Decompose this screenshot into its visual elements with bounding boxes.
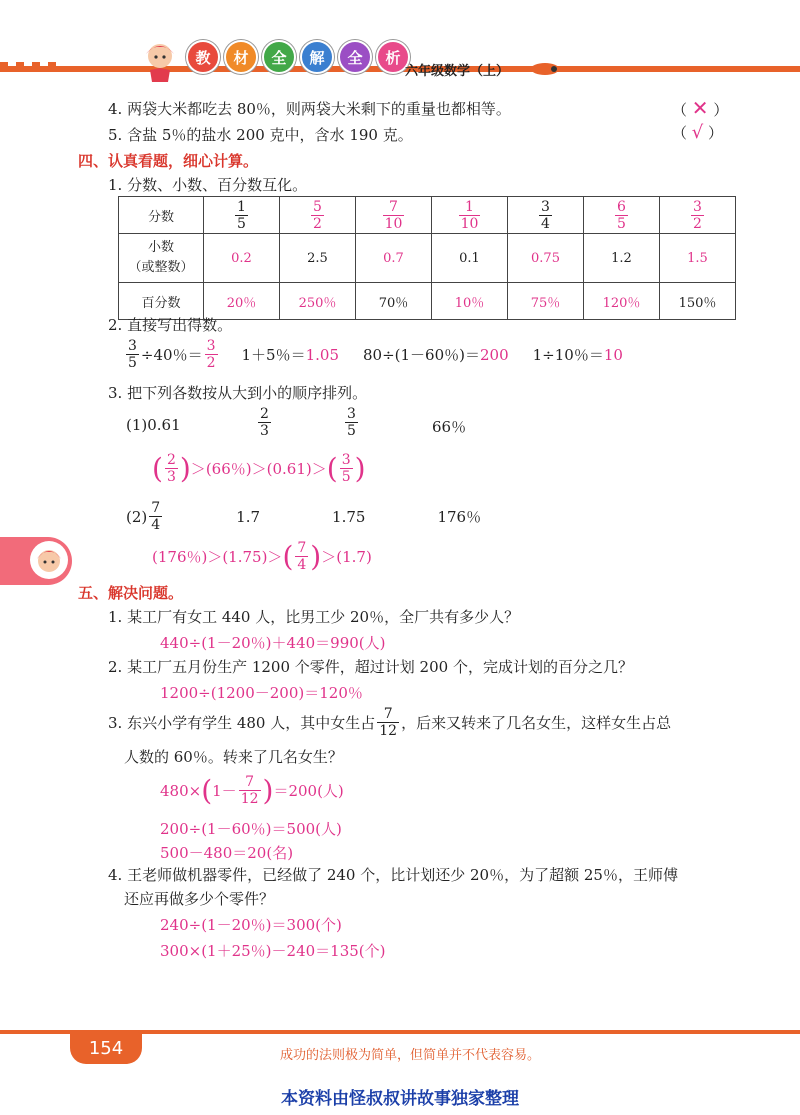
header-title-char: 解 bbox=[300, 40, 334, 74]
header-title-char: 全 bbox=[338, 40, 372, 74]
percent-cell: 250％ bbox=[280, 283, 356, 320]
problem-3-answer-3: 500－480＝20(名) bbox=[160, 844, 294, 862]
problem-3-answer-2: 200÷(1－60％)＝500(人) bbox=[160, 820, 342, 838]
percent-cell: 120％ bbox=[584, 283, 660, 320]
problem-4-cont: 还应再做多少个零件？ bbox=[124, 890, 275, 908]
footer-motto: 成功的法则极为简单，但简单并不代表容易。 bbox=[280, 1048, 541, 1063]
problem-3-cont: 人数的 60％。转来了几名女生？ bbox=[124, 748, 343, 766]
judge-item-5: 5. 含盐 5％的盐水 200 克中，含水 190 克。 bbox=[108, 126, 413, 144]
judge-bracket-5: （ √ ） bbox=[672, 122, 724, 143]
decimal-cell: 0.7 bbox=[356, 234, 432, 283]
section-4-title: 四、认真看题，细心计算。 bbox=[78, 152, 259, 170]
mascot-face-icon bbox=[30, 541, 68, 579]
decimal-cell: 2.5 bbox=[280, 234, 356, 283]
problem-2-answer: 1200÷(1200－200)＝120％ bbox=[160, 684, 363, 702]
q3-1-label: (1)0.61 bbox=[126, 416, 181, 434]
header-subtitle: 六年级数学（上） bbox=[405, 64, 510, 79]
decimal-cell: 0.2 bbox=[204, 234, 280, 283]
fraction-cell: $\frac{3}{2}$ bbox=[660, 197, 736, 234]
percent-cell: 150％ bbox=[660, 283, 736, 320]
conversion-table bbox=[118, 196, 736, 320]
fraction-cell: $\frac{5}{2}$ bbox=[280, 197, 356, 234]
q3-1-answer: ( $\frac{2}{3}$ ) ＞ (66％) ＞ (0.61) ＞ ( $\frac{3}{5}$ ) bbox=[152, 452, 366, 485]
q3-1-frac1: $\frac{2}{3}$ bbox=[260, 406, 269, 439]
decimal-cell: 1.2 bbox=[584, 234, 660, 283]
problem-2: 2. 某工厂五月份生产 1200 个零件，超过计划 200 个，完成计划的百分之几？ bbox=[108, 658, 633, 676]
table-row-decimal bbox=[119, 234, 736, 283]
q3-title: 3. 把下列各数按从大到小的顺序排列。 bbox=[108, 384, 368, 402]
problem-4: 4. 王老师做机器零件，已经做了 240 个，比计划还少 20％，为了超额 25％，王师傅 bbox=[108, 866, 678, 884]
percent-cell: 70％ bbox=[356, 283, 432, 320]
fraction-cell: $\frac{1}{5}$ bbox=[204, 197, 280, 234]
problem-1-answer: 440÷(1－20％)＋440＝990(人) bbox=[160, 634, 386, 652]
section-5-title: 五、解决问题。 bbox=[78, 584, 184, 602]
q3-2-answer: (176％)＞(1.75)＞ ( $\frac{7}{4}$ ) ＞(1.7) bbox=[152, 540, 372, 573]
decimal-cell: 0.75 bbox=[508, 234, 584, 283]
row-label: 百分数 bbox=[119, 283, 204, 320]
problem-1: 1. 某工厂有女工 440 人，比男工少 20％，全厂共有多少人？ bbox=[108, 608, 520, 626]
fraction-cell: $\frac{7}{10}$ bbox=[356, 197, 432, 234]
judge-mark-right: √ bbox=[691, 122, 704, 143]
fraction-cell: $\frac{6}{5}$ bbox=[584, 197, 660, 234]
fraction-cell: $\frac{3}{4}$ bbox=[508, 197, 584, 234]
header-title-char: 全 bbox=[262, 40, 296, 74]
row-label: 分数 bbox=[119, 197, 204, 234]
mascot-girl-icon bbox=[138, 38, 182, 82]
percent-cell: 75％ bbox=[508, 283, 584, 320]
q1-title: 1. 分数、小数、百分数互化。 bbox=[108, 176, 308, 194]
problem-4-answer-2: 300×(1＋25％)－240＝135(个) bbox=[160, 942, 386, 960]
header-title-char: 材 bbox=[224, 40, 258, 74]
header-title-char: 析 bbox=[376, 40, 410, 74]
judge-mark-wrong: ✕ bbox=[691, 96, 709, 120]
percent-cell: 10％ bbox=[432, 283, 508, 320]
judge-bracket-4: （ ✕ ） bbox=[672, 96, 729, 120]
decimal-cell: 0.1 bbox=[432, 234, 508, 283]
row-label: 小数 （或整数） bbox=[119, 234, 204, 283]
table-row-fraction bbox=[119, 197, 736, 234]
credit-line: 本资料由怪叔叔讲故事独家整理 bbox=[281, 1089, 519, 1109]
header-title bbox=[186, 40, 410, 74]
q3-2-question: (2) $\frac{7}{4}$ 1.7 1.75 176％ bbox=[126, 500, 482, 533]
page-number: 154 bbox=[88, 1038, 124, 1059]
q3-1-percent: 66％ bbox=[432, 418, 467, 436]
q2-title: 2. 直接写出得数。 bbox=[108, 316, 233, 334]
problem-4-answer-1: 240÷(1－20％)＝300(个) bbox=[160, 916, 342, 934]
percent-cell: 20％ bbox=[204, 283, 280, 320]
header-title-char: 教 bbox=[186, 40, 220, 74]
fraction-cell: $\frac{1}{10}$ bbox=[432, 197, 508, 234]
judge-item-4: 4. 两袋大米都吃去 80％，则两袋大米剩下的重量也都相等。 bbox=[108, 100, 511, 118]
q3-1-frac2: $\frac{3}{5}$ bbox=[347, 406, 356, 439]
problem-3-answer-1: 480× ( 1－ $\frac{7}{12}$ ) ＝200(人) bbox=[160, 774, 344, 807]
problem-3: 3. 东兴小学有学生 480 人，其中女生占 $\frac{7}{12}$ ，后来又转来了几名女生，这样女生占总 bbox=[108, 706, 672, 739]
q2-items: $\frac{3}{5}$ ÷40％＝ $\frac{3}{2}$ 1＋5％＝ 1.05 80÷(1－60％)＝ 200 1÷10％＝ 10 bbox=[128, 338, 623, 371]
decimal-cell: 1.5 bbox=[660, 234, 736, 283]
pencil-icon bbox=[530, 62, 560, 76]
